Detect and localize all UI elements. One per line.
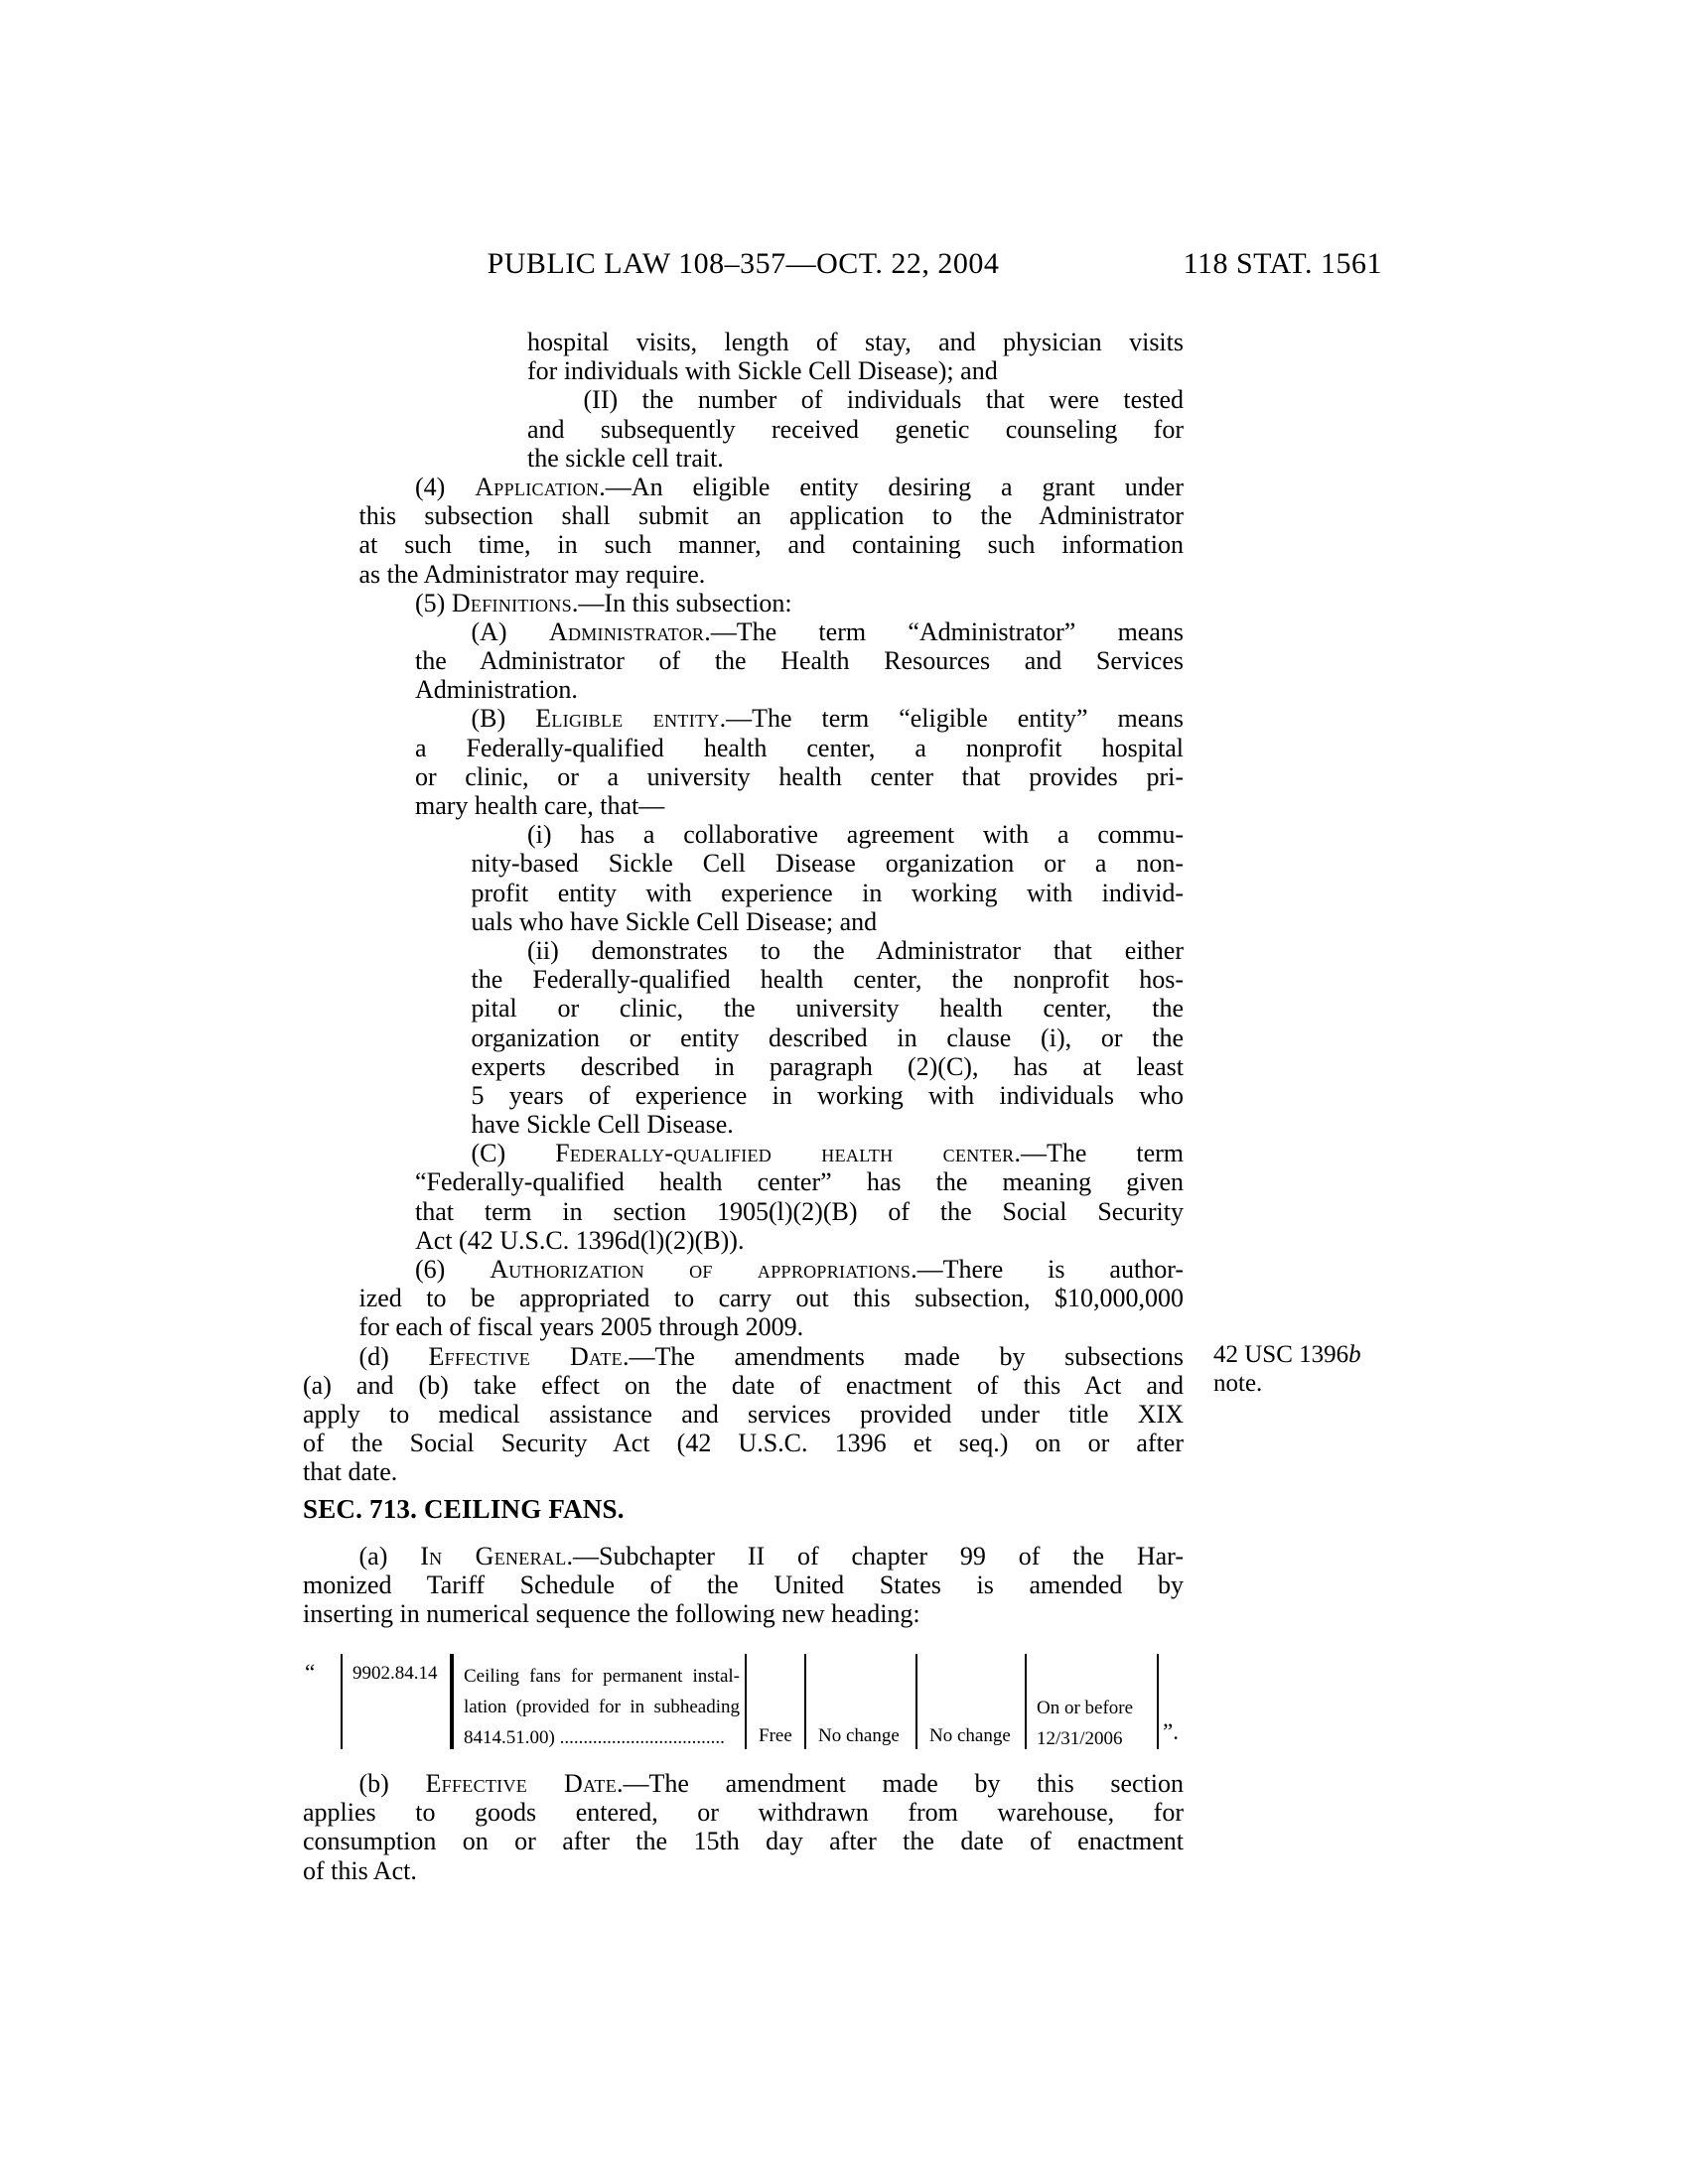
text-run: .—There is author- (911, 1255, 1184, 1284)
text-run: (b) (358, 1769, 426, 1798)
text-run: Act (42 U.S.C. 1396d(l)(2)(B)). (415, 1225, 745, 1255)
text-run: apply to medical assistance and services provided under title XIX (303, 1399, 1184, 1429)
text-run: 5 years of experience in working with individuals who (471, 1080, 1184, 1110)
text-line (415, 1226, 1184, 1255)
text-run: the sickle cell trait. (527, 443, 724, 473)
text-line (359, 1284, 1185, 1312)
text-run: (i) has a collaborative agreement with a commu- (527, 820, 1184, 850)
text-line (415, 646, 1184, 675)
close-quote: ”. (1163, 1719, 1179, 1744)
text-line (415, 791, 1184, 820)
text-run: of the Social Security Act (42 U.S.C. 1396 et seq.) on or after (303, 1429, 1184, 1458)
text-run: the Federally-qualified health center, the nonprofit hos- (471, 965, 1184, 995)
small-caps-text: Effective Date (425, 1769, 617, 1798)
stat-page-number: 118 STAT. 1561 (1183, 247, 1382, 280)
text-line (415, 589, 1184, 617)
text-line (472, 1139, 1185, 1167)
general-rate-cell: Free (759, 1725, 792, 1746)
text-line (472, 965, 1185, 994)
text-run: (A) (471, 616, 549, 646)
open-quote: “ (305, 1660, 316, 1685)
special-rate-cell: No change (818, 1725, 900, 1746)
text-run: for each of fiscal years 2005 through 2009. (358, 1312, 804, 1342)
tariff-table (303, 1654, 1184, 1749)
text-run: .—Subchapter II of chapter 99 of the Har- (566, 1542, 1184, 1570)
text-run: uals who have Sickle Cell Disease; and (471, 906, 878, 936)
text-run: .—An eligible entity desiring a grant under (599, 472, 1184, 501)
text-run: (C) (471, 1139, 556, 1168)
column2-rate-cell: No change (929, 1725, 1011, 1746)
tariff-number-cell: 9902.84.14 (352, 1663, 438, 1684)
paragraph-b (303, 1769, 1184, 1885)
text-run: of this Act. (303, 1855, 417, 1885)
text-run: .—In this subsection: (571, 588, 792, 617)
text-line (415, 473, 1184, 501)
text-line (472, 617, 1185, 646)
text-run: .—The term (1014, 1139, 1184, 1168)
text-run: consumption on or after the 15th day after the date of enactment (303, 1827, 1184, 1856)
margin-note-line (1213, 1340, 1402, 1369)
text-line (359, 560, 1185, 589)
text-run: (a) (358, 1542, 421, 1570)
text-run: .—The amendment made by this section (617, 1769, 1184, 1798)
small-caps-text: In General (420, 1542, 567, 1570)
body-text (303, 328, 1184, 1487)
text-line (415, 675, 1184, 704)
section-heading: SEC. 713. CEILING FANS. (303, 1494, 625, 1524)
small-caps-text: Application (475, 472, 600, 501)
text-run: as the Administrator may require. (358, 559, 706, 589)
text-line (415, 1167, 1184, 1196)
text-run: “Federally-qualified health center” has the meaning given (415, 1167, 1184, 1197)
small-caps-text: Authorization of appropriations (490, 1255, 912, 1284)
column-divider (1025, 1654, 1027, 1749)
text-line (472, 907, 1185, 936)
text-line (584, 385, 1185, 414)
text-line (472, 879, 1185, 907)
text-line (303, 1570, 1184, 1599)
text-line (472, 704, 1185, 733)
text-run: hospital visits, length of stay, and physician visits (527, 328, 1184, 356)
text-run: a Federally-qualified health center, a nonprofit hospital (415, 733, 1184, 762)
text-run: organization or entity described in clause (i), or the (471, 1023, 1184, 1052)
text-run: Administration. (415, 675, 578, 705)
tariff-description-cell (464, 1661, 740, 1753)
text-line (303, 1856, 1184, 1885)
text-run: (a) and (b) take effect on the date of enactment of this Act and (303, 1370, 1184, 1400)
text-line (359, 1542, 1185, 1570)
small-caps-text: Federally-qualified health center (555, 1139, 1015, 1168)
text-line (303, 1429, 1184, 1457)
small-caps-text: Eligible entity (535, 704, 720, 734)
text-run: (ii) demonstrates to the Administrator that either (527, 935, 1184, 965)
text-run: ized to be appropriated to carry out this subsection, $10,000,000 (358, 1284, 1184, 1313)
text-line (415, 762, 1184, 791)
text-run: profit entity with experience in working with individ- (471, 878, 1184, 907)
text-run: that term in section 1905(l)(2)(B) of the Social Security (415, 1196, 1184, 1226)
text-run: .—The term “Administrator” means (704, 616, 1184, 646)
text-line (303, 1371, 1184, 1400)
effective-period-line: 12/31/2006 (1037, 1728, 1123, 1749)
description-line: lation (provided for in subheading (464, 1697, 740, 1717)
text-line (359, 1312, 1185, 1341)
text-line (472, 1081, 1185, 1110)
effective-period-line: On or before (1037, 1698, 1134, 1718)
page-header (303, 248, 1382, 282)
text-line (303, 1400, 1184, 1429)
text-run: inserting in numerical sequence the following new heading: (303, 1599, 920, 1629)
column-divider (804, 1654, 806, 1749)
text-line (415, 1197, 1184, 1226)
text-line (303, 1457, 1184, 1486)
small-caps-text: Administrator (548, 616, 705, 646)
text-run: and subsequently received genetic counseling for (527, 414, 1184, 444)
column-divider (745, 1654, 747, 1749)
text-line (472, 1052, 1185, 1081)
column-divider (450, 1654, 454, 1749)
text-line (359, 501, 1185, 530)
text-line (527, 328, 1184, 356)
text-line (527, 415, 1184, 444)
text-line (359, 1769, 1185, 1798)
text-run: (d) (358, 1341, 429, 1371)
margin-note (1213, 1340, 1402, 1398)
text-line (472, 1024, 1185, 1052)
text-line (472, 849, 1185, 878)
column-divider (341, 1654, 343, 1749)
small-caps-text: Definitions (451, 588, 572, 617)
margin-note-line (1213, 1369, 1402, 1398)
text-run: pital or clinic, the university health center, the (471, 994, 1184, 1024)
text-line (527, 444, 1184, 473)
text-line (359, 1342, 1185, 1371)
small-caps-text: Effective Date (428, 1341, 623, 1371)
text-line (415, 1255, 1184, 1284)
text-run: applies to goods entered, or withdrawn from warehouse, for (303, 1798, 1184, 1828)
text-run: that date. (303, 1457, 398, 1487)
text-run: .—The amendments made by subsections (622, 1341, 1184, 1371)
text-run: .—The term “eligible entity” means (719, 704, 1184, 734)
text-line (527, 936, 1184, 965)
column-divider (1157, 1654, 1159, 1749)
text-line (303, 1798, 1184, 1827)
text-run: at such time, in such manner, and containing such information (358, 530, 1184, 560)
text-line (472, 1110, 1185, 1139)
text-run: 42 USC 1396 (1213, 1341, 1349, 1368)
description-line: 8414.51.00) ................................... (464, 1727, 725, 1748)
text-run: the Administrator of the Health Resources and Services (415, 646, 1184, 676)
text-line (527, 820, 1184, 849)
text-run: or clinic, or a university health center that provides pri- (415, 761, 1184, 791)
text-run: (B) (471, 704, 536, 734)
text-line (359, 530, 1185, 559)
text-run: (6) (415, 1255, 491, 1284)
italic-text: b (1348, 1341, 1361, 1368)
text-run: mary health care, that— (415, 791, 665, 820)
text-run: for individuals with Sickle Cell Disease); and (527, 356, 998, 386)
text-run: this subsection shall submit an application to the Administrator (358, 501, 1184, 531)
text-line (303, 1827, 1184, 1855)
effective-period-cell (1037, 1693, 1155, 1754)
text-run: (4) (415, 472, 476, 501)
text-run: (II) the number of individuals that were tested (583, 385, 1184, 415)
text-line (415, 734, 1184, 762)
text-run: monized Tariff Schedule of the United States is amended by (303, 1570, 1184, 1600)
text-run: have Sickle Cell Disease. (471, 1110, 734, 1140)
text-run: nity-based Sickle Cell Disease organization or a non- (471, 849, 1184, 879)
text-line (472, 994, 1185, 1023)
text-run: note. (1213, 1370, 1263, 1397)
text-line (303, 1599, 1184, 1628)
text-line (527, 356, 1184, 385)
law-title: PUBLIC LAW 108–357—OCT. 22, 2004 (487, 247, 1000, 280)
column-divider (915, 1654, 917, 1749)
text-run: experts described in paragraph (2)(C), has at least (471, 1051, 1184, 1081)
text-run: (5) (415, 588, 452, 617)
paragraph-a (303, 1542, 1184, 1629)
description-line: Ceiling fans for permanent instal- (464, 1666, 740, 1687)
